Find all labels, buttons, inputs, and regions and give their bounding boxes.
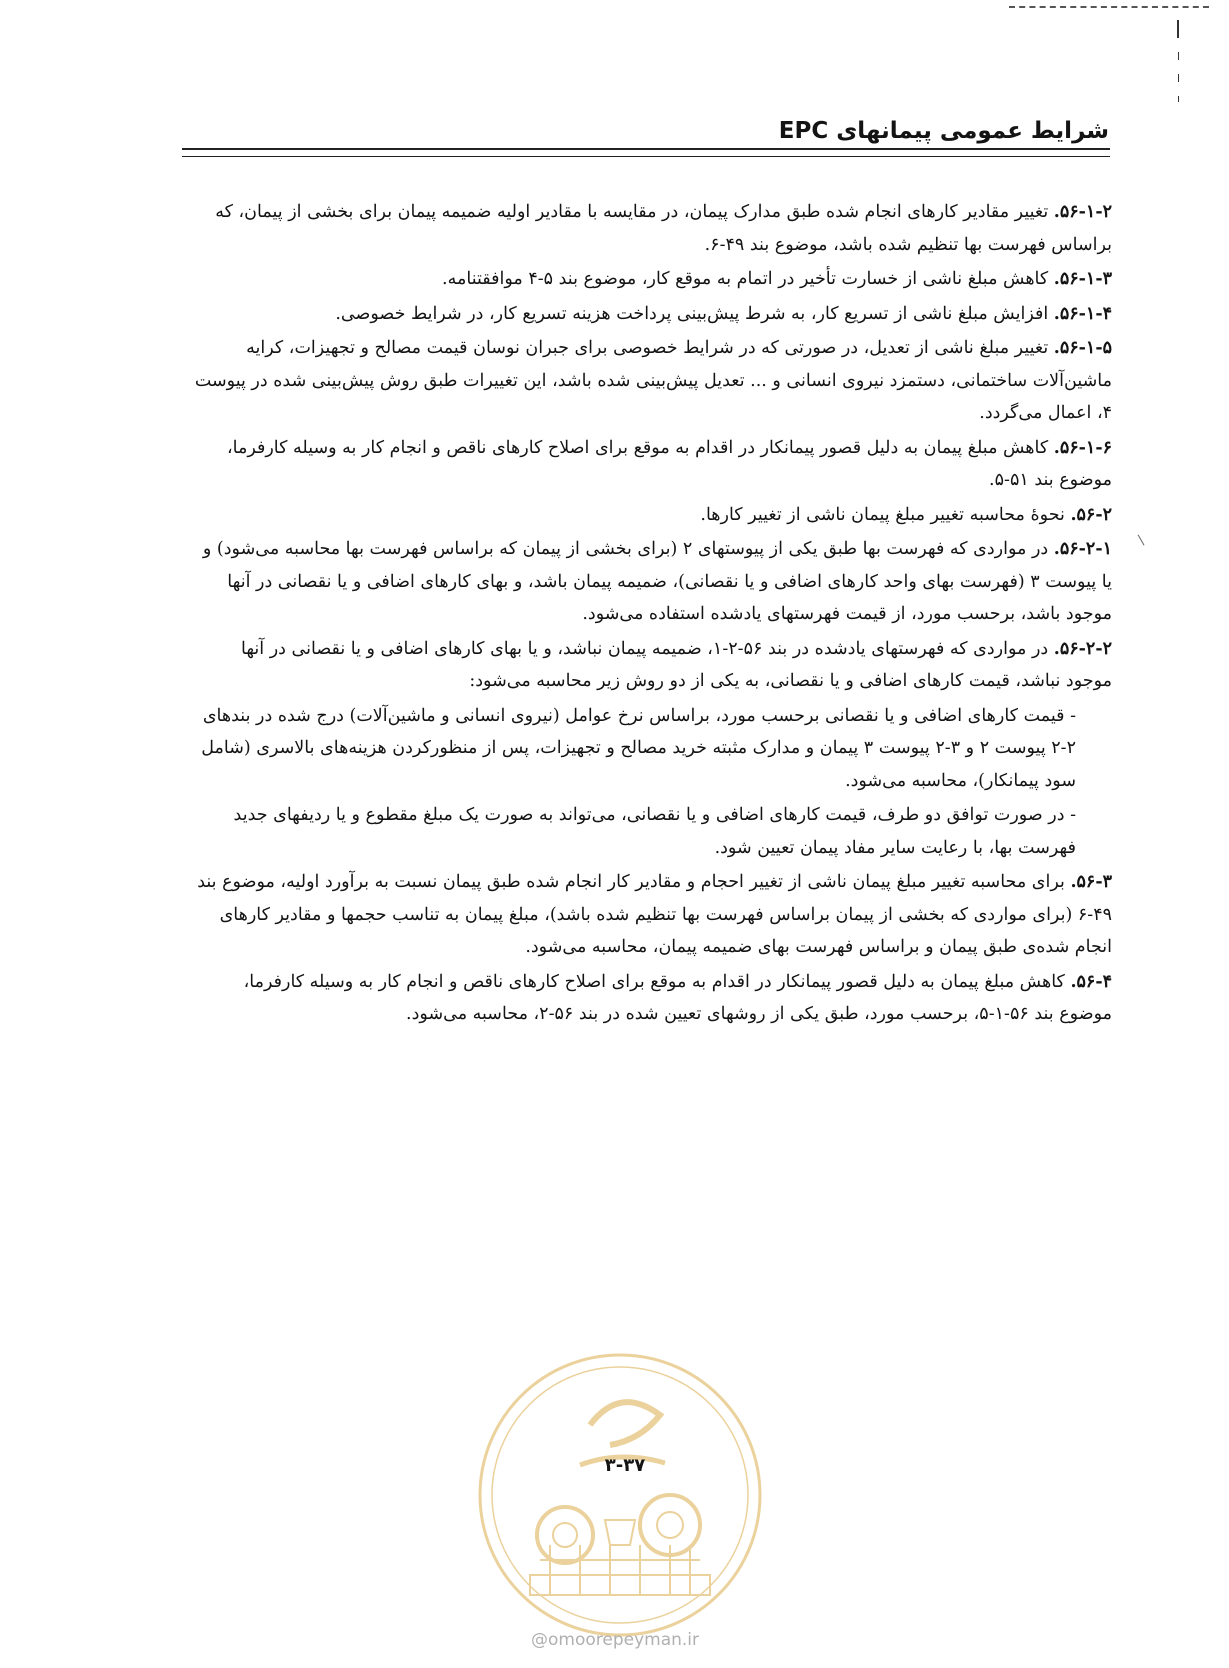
clause-text: کاهش مبلغ پیمان به دلیل قصور پیمانکار در اقدام به موقع برای اصلاح کارهای ناقص و انجام کار به وسیله کارفرما، موضوع بند ۵۱-۵. [226, 437, 1112, 490]
clause-56-1-6 [190, 432, 1112, 497]
clause-56-3 [190, 866, 1112, 964]
watermark-text: @omoorepeyman.ir [530, 1630, 700, 1650]
clause-56-2-2 [190, 633, 1112, 698]
clause-text: تغییر مقادیر کارهای انجام شده طبق مدارک پیمان، در مقایسه با مقادیر اولیه ضمیمه پیمان برای بخشی از پیمان، که براساس فهرست بها تنظیم شده باشد، موضوع بند ۴۹-۶. [215, 202, 1112, 255]
clause-number: ۵۶-۲-۱. [1053, 539, 1112, 559]
clause-number: ۵۶-۳. [1070, 872, 1112, 892]
clause-number: ۵۶-۲. [1070, 504, 1112, 525]
clause-56-1-5 [190, 332, 1112, 430]
clause-text: تغییر مبلغ ناشی از تعدیل، در صورتی که در شرایط خصوصی برای جبران نوسان قیمت مصالح و تجهیزات، کرایه ماشین‌آلات ساختمانی، دستمزد نیروی انسانی و ... تعدیل پیش‌بینی شده باشد، این تغییرات طبق روش پیش‌بینی شده در پیوست ۴، اعمال می‌گردد. [194, 338, 1112, 423]
clause-56-1-3 [190, 263, 1112, 296]
document-body [190, 196, 1112, 1033]
clause-text: نحوهٔ محاسبه تغییر مبلغ پیمان ناشی از تغییر کارها. [700, 504, 1071, 525]
page-header-title: شرایط عمومی پیمانهای EPC [778, 118, 1109, 144]
clause-text: کاهش مبلغ پیمان به دلیل قصور پیمانکار در اقدام به موقع برای اصلاح کارهای ناقص و انجام کار به وسیله کارفرما، موضوع بند ۵۶-۱-۵، برحسب مورد، طبق یکی از روشهای تعیین شده در بند ۵۶-۲، محاسبه می‌شود. [243, 971, 1112, 1024]
clause-56-4 [190, 966, 1112, 1031]
scan-artifact [1138, 531, 1152, 546]
clause-text: در مواردی که فهرستهای یادشده در بند ۵۶-۲-۱، ضمیمه پیمان نباشد، و یا بهای کارهای اضافی و یا نقصانی در آنها موجود نباشد، قیمت کارهای اضافی و یا نقصانی، به یکی از دو روش زیر محاسبه می‌شود: [241, 638, 1112, 691]
top-dashed-line [1009, 6, 1209, 8]
clause-number: ۵۶-۲-۲. [1053, 638, 1112, 659]
clause-text: برای محاسبه تغییر مبلغ پیمان ناشی از تغییر احجام و مقادیر کار انجام شده طبق پیمان نسبت به برآورد اولیه، موضوع بند ۴۹-۶ (برای مواردی که بخشی از پیمان براساس فهرست بها تنظیم شده باشد)، مبلغ پیمان به تناسب حجمها و مقادیر کارهای انجام شده‌ی طبق پیمان و براساس فهرست بهای ضمیمه پیمان، محاسبه می‌شود. [197, 872, 1112, 957]
clause-number: ۵۶-۴. [1070, 971, 1112, 992]
clause-number: ۵۶-۱-۲. [1053, 202, 1112, 222]
clause-56-1-2 [190, 196, 1112, 261]
bullet-item: - قیمت کارهای اضافی و یا نقصانی برحسب مورد، براساس نرخ عوامل (نیروی انسانی و ماشین‌آلات) درج شده در بندهای ۲-۲ پیوست ۲ و ۳-۲ پیوست ۳ پیمان و مدارک مثبته خرید مصالح و تجهیزات، پس از منظورکردن هزینه‌های بالاسری (شامل سود پیمانکار)، محاسبه می‌شود. [201, 705, 1076, 791]
clause-text: در مواردی که فهرست بها طبق یکی از پیوستهای ۲ (برای بخشی از پیمان که براساس فهرست بها محاسبه می‌شود) و یا پیوست ۳ (فهرست بهای واحد کارهای اضافی و یا نقصانی)، ضمیمه پیمان باشد، و بهای کارهای اضافی و یا نقصانی در آنها موجود باشد، برحسب مورد، از قیمت فهرستهای یادشده استفاده می‌شود. [202, 539, 1112, 624]
organization-seal-logo [470, 1345, 770, 1645]
clause-number: ۵۶-۱-۵. [1053, 338, 1112, 358]
margin-marks [1175, 20, 1181, 116]
clause-number: ۵۶-۱-۴. [1053, 303, 1112, 324]
clause-56-1-4 [190, 298, 1112, 331]
clause-number: ۵۶-۱-۶. [1053, 437, 1112, 458]
bullet-item: - در صورت توافق دو طرف، قیمت کارهای اضافی و یا نقصانی، می‌تواند به صورت یک مبلغ مقطوع و یا ردیفهای جدید فهرست بها، با رعایت سایر مفاد پیمان تعیین شود. [233, 805, 1076, 858]
page-number: ۳-۳۷ [604, 1455, 646, 1476]
clause-text: کاهش مبلغ ناشی از خسارت تأخیر در اتمام به موقع کار، موضوع بند ۵-۴ موافقتنامه. [442, 269, 1054, 289]
clause-text: افزایش مبلغ ناشی از تسریع کار، به شرط پیش‌بینی پرداخت هزینه تسریع کار، در شرایط خصوصی. [335, 303, 1054, 324]
clause-56-2-1 [190, 533, 1112, 631]
clause-number: ۵۶-۱-۳. [1053, 269, 1112, 289]
header-rule [182, 148, 1110, 157]
clause-56-2 [190, 499, 1112, 532]
